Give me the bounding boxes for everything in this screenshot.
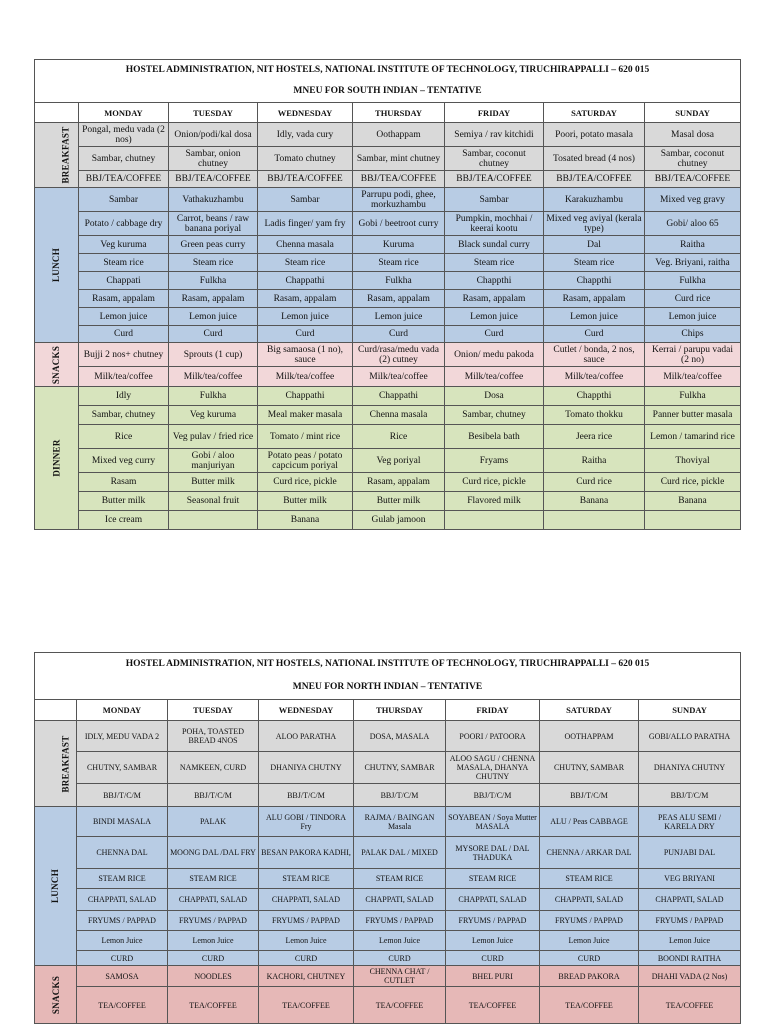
menu-cell: Lemon juice — [544, 308, 645, 326]
meal-section-label — [35, 721, 77, 807]
menu-cell: Tosated bread (4 nos) — [544, 147, 645, 171]
menu-cell: Chappathi — [258, 272, 353, 290]
menu-row — [35, 931, 741, 951]
menu-cell: TEA/COFFEE — [77, 987, 168, 1024]
menu-cell: Jeera rice — [544, 425, 645, 449]
menu-cell: Oothappam — [353, 123, 445, 147]
menu-cell: CHAPPATI, SALAD — [259, 889, 354, 911]
menu-cell: FRYUMS / PAPPAD — [168, 911, 259, 931]
menu-cell: Curd — [544, 326, 645, 343]
menu-cell: Curd rice, pickle — [445, 473, 544, 492]
menu-cell: Sambar, onion chutney — [169, 147, 258, 171]
menu-cell: Mixed veg gravy — [645, 188, 741, 212]
menu-cell: PALAK DAL / MIXED — [354, 837, 446, 869]
menu-cell: KACHORI, CHUTNEY — [259, 966, 354, 987]
menu-cell: Rasam — [79, 473, 169, 492]
institution-heading: HOSTEL ADMINISTRATION, NIT HOSTELS, NATIONAL INSTITUTE OF TECHNOLOGY, TIRUCHIRAPPALLI – 620 015 — [125, 65, 650, 75]
menu-cell: PUNJABI DAL — [639, 837, 741, 869]
menu-cell: Raitha — [645, 236, 741, 254]
menu-cell: Curd — [169, 326, 258, 343]
menu-cell: Big samaosa (1 no), sauce — [258, 343, 353, 367]
day-header: MONDAY — [77, 700, 168, 721]
menu-cell: STEAM RICE — [540, 869, 639, 889]
meal-section-text: SNACKS — [51, 345, 62, 384]
menu-cell: BBJ/TEA/COFFEE — [79, 171, 169, 188]
menu-cell: Veg. Briyani, raitha — [645, 254, 741, 272]
menu-cell: Steam rice — [353, 254, 445, 272]
menu-cell: Curd rice, pickle — [645, 473, 741, 492]
menu-row — [35, 290, 741, 308]
menu-cell: Rasam, appalam — [79, 290, 169, 308]
meal-section-label — [35, 966, 77, 1024]
menu-cell: CHAPPATI, SALAD — [354, 889, 446, 911]
menu-cell: Mixed veg curry — [79, 449, 169, 473]
menu-cell: BBJ/T/C/M — [77, 784, 168, 807]
meal-section-label — [35, 188, 79, 343]
menu-cell: Tomato / mint rice — [258, 425, 353, 449]
menu-cell: BBJ/T/C/M — [446, 784, 540, 807]
menu-cell: Carrot, beans / raw banana poriyal — [169, 212, 258, 236]
menu-cell: CURD — [168, 951, 259, 966]
menu-cell: Panner butter masala — [645, 406, 741, 425]
menu-cell: Sambar — [258, 188, 353, 212]
menu-cell: Curd rice — [544, 473, 645, 492]
menu-row — [35, 966, 741, 987]
menu-cell: DHANIYA CHUTNY — [639, 752, 741, 784]
menu-cell: Sambar, coconut chutney — [645, 147, 741, 171]
menu-cell: CHUTNY, SAMBAR — [354, 752, 446, 784]
menu-cell: Rasam, appalam — [445, 290, 544, 308]
menu-cell: Curd rice — [645, 290, 741, 308]
menu-cell: Lemon juice — [169, 308, 258, 326]
menu-cell: Kerrai / parupu vadai (2 no) — [645, 343, 741, 367]
menu-cell: Rasam, appalam — [353, 290, 445, 308]
day-header: TUESDAY — [169, 103, 258, 123]
menu-cell: Onion/ medu pakoda — [445, 343, 544, 367]
menu-cell: Masal dosa — [645, 123, 741, 147]
menu-cell: POORI / PATOORA — [446, 721, 540, 752]
menu-cell: Meal maker masala — [258, 406, 353, 425]
menu-cell: Milk/tea/coffee — [645, 367, 741, 387]
menu-cell: Veg poriyal — [353, 449, 445, 473]
meal-section-label — [35, 343, 79, 387]
menu-cell: Fulkha — [169, 272, 258, 290]
menu-cell: Milk/tea/coffee — [79, 367, 169, 387]
menu-cell: STEAM RICE — [446, 869, 540, 889]
menu-cell: CURD — [259, 951, 354, 966]
day-header: SATURDAY — [544, 103, 645, 123]
menu-cell: Fulkha — [353, 272, 445, 290]
menu-cell: Lemon Juice — [77, 931, 168, 951]
menu-cell: Rasam, appalam — [258, 290, 353, 308]
north-indian-menu-table — [34, 652, 741, 1024]
day-header: SUNDAY — [645, 103, 741, 123]
menu-cell: Rice — [79, 425, 169, 449]
menu-cell: Bujji 2 nos+ chutney — [79, 343, 169, 367]
menu-row — [35, 212, 741, 236]
menu-cell: Lemon juice — [353, 308, 445, 326]
menu-cell: STEAM RICE — [354, 869, 446, 889]
day-header: SATURDAY — [540, 700, 639, 721]
menu-cell: Curd — [445, 326, 544, 343]
menu-cell: Rasam, appalam — [353, 473, 445, 492]
menu-cell: Idly, vada cury — [258, 123, 353, 147]
menu-cell: Curd — [258, 326, 353, 343]
menu-row — [35, 425, 741, 449]
menu-cell: TEA/COFFEE — [354, 987, 446, 1024]
menu-cell: Banana — [258, 511, 353, 530]
menu-cell: Banana — [544, 492, 645, 511]
menu-cell: Butter milk — [169, 473, 258, 492]
menu-cell: CHUTNY, SAMBAR — [540, 752, 639, 784]
menu-cell: Thoviyal — [645, 449, 741, 473]
menu-subtitle: MNEU FOR NORTH INDIAN – TENTATIVE — [292, 682, 483, 692]
menu-cell: BOONDI RAITHA — [639, 951, 741, 966]
menu-cell: Onion/podi/kal dosa — [169, 123, 258, 147]
menu-cell: Chappathi — [353, 387, 445, 406]
menu-cell: BBJ/T/C/M — [639, 784, 741, 807]
menu-cell: Fulkha — [645, 387, 741, 406]
menu-cell: FRYUMS / PAPPAD — [446, 911, 540, 931]
menu-cell: BBJ/T/C/M — [540, 784, 639, 807]
menu-cell: Flavored milk — [445, 492, 544, 511]
menu-cell: Rasam, appalam — [169, 290, 258, 308]
menu-cell: Green peas curry — [169, 236, 258, 254]
menu-cell: Lemon Juice — [259, 931, 354, 951]
menu-cell: Dal — [544, 236, 645, 254]
menu-row — [35, 406, 741, 425]
menu-cell: CHENNA DAL — [77, 837, 168, 869]
menu-cell — [445, 511, 544, 530]
menu-cell: SOYABEAN / Soya Mutter MASALA — [446, 807, 540, 837]
menu-cell: Curd/rasa/medu vada (2) cutney — [353, 343, 445, 367]
menu-cell: ALU / Peas CABBAGE — [540, 807, 639, 837]
menu-cell: CHAPPATI, SALAD — [168, 889, 259, 911]
menu-cell: VEG BRIYANI — [639, 869, 741, 889]
menu-cell: Gobi/ aloo 65 — [645, 212, 741, 236]
menu-cell: Black sundal curry — [445, 236, 544, 254]
menu-cell: Sprouts (1 cup) — [169, 343, 258, 367]
menu-cell: FRYUMS / PAPPAD — [540, 911, 639, 931]
menu-row — [35, 387, 741, 406]
menu-row — [35, 171, 741, 188]
menu-cell: CURD — [540, 951, 639, 966]
menu-cell: CURD — [77, 951, 168, 966]
menu-cell: Lemon Juice — [354, 931, 446, 951]
menu-cell: RAJMA / BAINGAN Masala — [354, 807, 446, 837]
menu-cell: Lemon / tamarind rice — [645, 425, 741, 449]
meal-section-text: LUNCH — [50, 868, 61, 904]
menu-cell: Rasam, appalam — [544, 290, 645, 308]
menu-row — [35, 869, 741, 889]
menu-cell: CHAPPATI, SALAD — [540, 889, 639, 911]
menu-cell: SAMOSA — [77, 966, 168, 987]
menu-cell: BBJ/TEA/COFFEE — [353, 171, 445, 188]
menu-cell: MYSORE DAL / DAL THADUKA — [446, 837, 540, 869]
menu-cell: Curd — [353, 326, 445, 343]
menu-row — [35, 721, 741, 752]
menu-cell: FRYUMS / PAPPAD — [259, 911, 354, 931]
menu-cell: BBJ/TEA/COFFEE — [645, 171, 741, 188]
menu-row — [35, 473, 741, 492]
menu-row — [35, 911, 741, 931]
menu-cell: STEAM RICE — [77, 869, 168, 889]
menu-cell: Lemon Juice — [168, 931, 259, 951]
menu-cell: Chappathi — [258, 387, 353, 406]
menu-row — [35, 308, 741, 326]
menu-cell: Veg pulav / fried rice — [169, 425, 258, 449]
menu-cell: Sambar, chutney — [79, 147, 169, 171]
day-header: TUESDAY — [168, 700, 259, 721]
menu-row — [35, 492, 741, 511]
menu-cell: CHAPPATI, SALAD — [446, 889, 540, 911]
meal-section-text: LUNCH — [51, 247, 62, 283]
menu-cell: Butter milk — [79, 492, 169, 511]
meal-section-text: DINNER — [51, 439, 62, 477]
menu-cell: Ladis finger/ yam fry — [258, 212, 353, 236]
menu-cell: TEA/COFFEE — [639, 987, 741, 1024]
meal-section-label — [35, 807, 77, 966]
menu-cell: BESAN PAKORA KADHI, — [259, 837, 354, 869]
menu-cell: Potato / cabbage dry — [79, 212, 169, 236]
corner-cell — [35, 103, 79, 123]
menu-cell: TEA/COFFEE — [540, 987, 639, 1024]
menu-cell: CHUTNY, SAMBAR — [77, 752, 168, 784]
menu-cell: Lemon juice — [645, 308, 741, 326]
day-header: WEDNESDAY — [258, 103, 353, 123]
menu-cell: FRYUMS / PAPPAD — [354, 911, 446, 931]
menu-row — [35, 784, 741, 807]
menu-cell: Lemon Juice — [446, 931, 540, 951]
menu-cell: Chenna masala — [353, 406, 445, 425]
menu-cell: Tomato chutney — [258, 147, 353, 171]
day-header: FRIDAY — [446, 700, 540, 721]
menu-cell — [169, 511, 258, 530]
menu-cell: ALU GOBI / TINDORA Fry — [259, 807, 354, 837]
menu-cell: STEAM RICE — [168, 869, 259, 889]
menu-row — [35, 951, 741, 966]
menu-cell: TEA/COFFEE — [446, 987, 540, 1024]
menu-cell: Milk/tea/coffee — [445, 367, 544, 387]
menu-row — [35, 343, 741, 367]
menu-cell: Pongal, medu vada (2 nos) — [79, 123, 169, 147]
menu-cell: Milk/tea/coffee — [544, 367, 645, 387]
menu-cell: Ice cream — [79, 511, 169, 530]
menu-cell: GOBI/ALLO PARATHA — [639, 721, 741, 752]
menu-cell: Tomato thokku — [544, 406, 645, 425]
menu-cell: Fulkha — [645, 272, 741, 290]
meal-section-label — [35, 387, 79, 530]
menu-cell: POHA, TOASTED BREAD 4NOS — [168, 721, 259, 752]
menu-cell: Fryams — [445, 449, 544, 473]
menu-row — [35, 367, 741, 387]
menu-cell: Rice — [353, 425, 445, 449]
menu-row — [35, 837, 741, 869]
menu-cell: ALOO PARATHA — [259, 721, 354, 752]
menu-row — [35, 123, 741, 147]
menu-cell: Butter milk — [258, 492, 353, 511]
menu-cell: Lemon juice — [445, 308, 544, 326]
day-header: WEDNESDAY — [259, 700, 354, 721]
menu-subtitle: MNEU FOR SOUTH INDIAN – TENTATIVE — [293, 86, 482, 96]
menu-cell: Banana — [645, 492, 741, 511]
menu-cell: Pumpkin, mochhai / keerai kootu — [445, 212, 544, 236]
menu-cell: BBJ/TEA/COFFEE — [544, 171, 645, 188]
menu-cell: Gobi / aloo manjuriyan — [169, 449, 258, 473]
menu-row — [35, 254, 741, 272]
menu-row — [35, 147, 741, 171]
menu-cell: DOSA, MASALA — [354, 721, 446, 752]
menu-cell: BBJ/T/C/M — [168, 784, 259, 807]
menu-cell: Vathakuzhambu — [169, 188, 258, 212]
menu-cell: Veg kuruma — [79, 236, 169, 254]
menu-cell: Potato peas / potato capcicum poriyal — [258, 449, 353, 473]
menu-cell: DHANIYA CHUTNY — [259, 752, 354, 784]
menu-cell: Curd rice, pickle — [258, 473, 353, 492]
menu-cell: PALAK — [168, 807, 259, 837]
menu-cell: BBJ/TEA/COFFEE — [169, 171, 258, 188]
menu-cell: Curd — [79, 326, 169, 343]
menu-cell: Milk/tea/coffee — [258, 367, 353, 387]
menu-cell: Chappthi — [544, 272, 645, 290]
menu-cell: FRYUMS / PAPPAD — [639, 911, 741, 931]
menu-cell: BBJ/T/C/M — [259, 784, 354, 807]
menu-cell: Chenna masala — [258, 236, 353, 254]
menu-row — [35, 326, 741, 343]
menu-cell: CURD — [446, 951, 540, 966]
menu-cell: Dosa — [445, 387, 544, 406]
menu-row — [35, 449, 741, 473]
menu-cell — [645, 511, 741, 530]
menu-cell: Gulab jamoon — [353, 511, 445, 530]
menu-cell: STEAM RICE — [259, 869, 354, 889]
menu-cell: DHAHI VADA (2 Nos) — [639, 966, 741, 987]
menu-row — [35, 752, 741, 784]
menu-cell: BHEL PURI — [446, 966, 540, 987]
menu-cell: TEA/COFFEE — [259, 987, 354, 1024]
menu-cell: ALOO SAGU / CHENNA MASALA, DHANYA CHUTNY — [446, 752, 540, 784]
menu-cell: Parrupu podi, ghee, morkuzhambu — [353, 188, 445, 212]
menu-cell: Seasonal fruit — [169, 492, 258, 511]
menu-cell — [544, 511, 645, 530]
menu-cell: Semiya / rav kitchidi — [445, 123, 544, 147]
menu-cell: Milk/tea/coffee — [353, 367, 445, 387]
menu-cell: Fulkha — [169, 387, 258, 406]
menu-cell: Chips — [645, 326, 741, 343]
menu-cell: Sambar — [445, 188, 544, 212]
menu-row — [35, 236, 741, 254]
meal-section-text: BREAKFAST — [60, 734, 71, 793]
menu-cell: BBJ/TEA/COFFEE — [258, 171, 353, 188]
menu-cell: Sambar — [79, 188, 169, 212]
menu-cell: Gobi / beetroot curry — [353, 212, 445, 236]
menu-cell: BBJ/TEA/COFFEE — [445, 171, 544, 188]
menu-row — [35, 272, 741, 290]
day-header: MONDAY — [79, 103, 169, 123]
menu-row — [35, 511, 741, 530]
menu-cell: NOODLES — [168, 966, 259, 987]
menu-cell: Cutlet / bonda, 2 nos, sauce — [544, 343, 645, 367]
menu-cell: CURD — [354, 951, 446, 966]
meal-section-text: BREAKFAST — [60, 126, 71, 184]
day-header: FRIDAY — [445, 103, 544, 123]
day-header: SUNDAY — [639, 700, 741, 721]
menu-title — [35, 653, 741, 700]
meal-section-label — [35, 123, 79, 188]
menu-cell: Lemon Juice — [639, 931, 741, 951]
menu-cell: Kuruma — [353, 236, 445, 254]
menu-cell: Besibela bath — [445, 425, 544, 449]
menu-cell: Butter milk — [353, 492, 445, 511]
menu-cell: MOONG DAL /DAL FRY — [168, 837, 259, 869]
menu-row — [35, 188, 741, 212]
menu-cell: Chappthi — [445, 272, 544, 290]
menu-cell: Sambar, mint chutney — [353, 147, 445, 171]
menu-cell: OOTHAPPAM — [540, 721, 639, 752]
menu-cell: BREAD PAKORA — [540, 966, 639, 987]
menu-cell: Steam rice — [445, 254, 544, 272]
south-indian-menu-table — [34, 59, 741, 530]
menu-cell: IDLY, MEDU VADA 2 — [77, 721, 168, 752]
day-header: THURSDAY — [353, 103, 445, 123]
menu-cell: Sambar, coconut chutney — [445, 147, 544, 171]
menu-cell: BINDI MASALA — [77, 807, 168, 837]
menu-cell: Mixed veg aviyal (kerala type) — [544, 212, 645, 236]
menu-cell: Sambar, chutney — [445, 406, 544, 425]
menu-row — [35, 987, 741, 1024]
meal-section-text: SNACKS — [51, 975, 62, 1014]
menu-cell: Chappthi — [544, 387, 645, 406]
menu-cell: Steam rice — [79, 254, 169, 272]
menu-cell: TEA/COFFEE — [168, 987, 259, 1024]
menu-cell: CHENNA / ARKAR DAL — [540, 837, 639, 869]
menu-cell: Lemon juice — [79, 308, 169, 326]
menu-cell: BBJ/T/C/M — [354, 784, 446, 807]
menu-cell: NAMKEEN, CURD — [168, 752, 259, 784]
menu-cell: Steam rice — [169, 254, 258, 272]
menu-row — [35, 889, 741, 911]
day-header: THURSDAY — [354, 700, 446, 721]
menu-cell: Lemon Juice — [540, 931, 639, 951]
menu-cell: PEAS ALU SEMI / KARELA DRY — [639, 807, 741, 837]
menu-cell: Idly — [79, 387, 169, 406]
menu-row — [35, 807, 741, 837]
menu-cell: CHENNA CHAT / CUTLET — [354, 966, 446, 987]
menu-cell: Veg kuruma — [169, 406, 258, 425]
menu-cell: Steam rice — [544, 254, 645, 272]
menu-cell: Poori, potato masala — [544, 123, 645, 147]
menu-cell: CHAPPATI, SALAD — [639, 889, 741, 911]
corner-cell — [35, 700, 77, 721]
menu-cell: Karakuzhambu — [544, 188, 645, 212]
menu-cell: CHAPPATI, SALAD — [77, 889, 168, 911]
institution-heading: HOSTEL ADMINISTRATION, NIT HOSTELS, NATIONAL INSTITUTE OF TECHNOLOGY, TIRUCHIRAPPALLI – 620 015 — [125, 659, 650, 669]
menu-cell: Sambar, chutney — [79, 406, 169, 425]
menu-cell: Lemon juice — [258, 308, 353, 326]
menu-title — [35, 60, 741, 103]
menu-cell: FRYUMS / PAPPAD — [77, 911, 168, 931]
menu-cell: Steam rice — [258, 254, 353, 272]
menu-cell: Raitha — [544, 449, 645, 473]
menu-cell: Milk/tea/coffee — [169, 367, 258, 387]
menu-cell: Chappati — [79, 272, 169, 290]
